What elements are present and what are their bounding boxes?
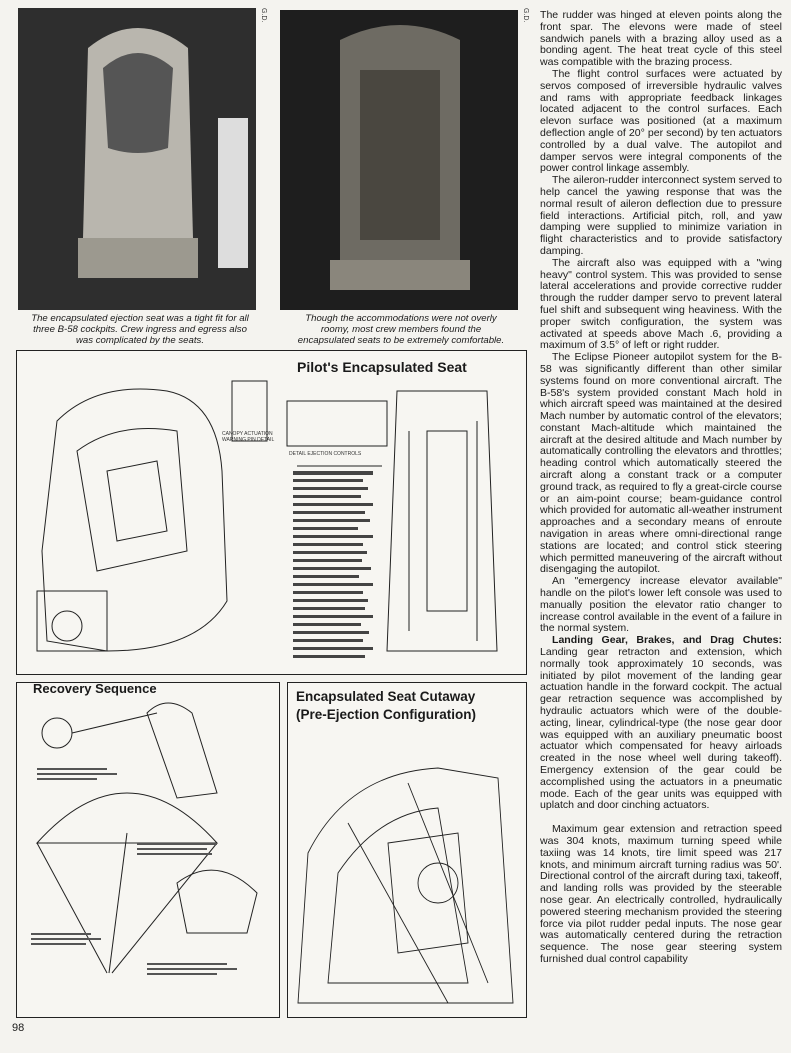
caption-right-photo: Though the accommodations were not overly roomy, most crew members found the encapsulated seats to be extremely comfortable.: [297, 313, 505, 346]
warning-pin-label: CANOPY ACTUATION WARNING PIN DETAIL: [222, 431, 275, 443]
article-column: [540, 10, 782, 966]
caption-left-photo: The encapsulated ejection seat was a tight fit for all three B-58 cockpits. Crew ingress and egress also was complicated by the seats.: [31, 313, 249, 346]
article-paragraph-6: An "emergency increase elevator available" handle on the pilot's lower left console was used to manually position the elevator ratio changer to increase control available in the event of a failure in the normal system.: [540, 575, 782, 635]
photo-credit-left: G.D.: [260, 8, 267, 23]
seat-exterior-illustration: [18, 8, 256, 310]
cutaway-title-line1: Encapsulated Seat Cutaway: [296, 689, 476, 704]
article-paragraph-5: The Eclipse Pioneer autopilot system for the B-58 was significantly different than other similar systems found on more conventional aircraft. The B-58's system provided constant Mach hold in which aircraft speed was maintained at the desired Mach number by automatic control of the elevators; constant Mach-altitude which maintained the aircraft at the desired altitude and Mach number by automatically controlling the elevators and throttles; heading control which automatically steered the aircraft along a constant track or a computer ground track, as required to fly a great-circle course or an aim-point course; beam-guidance control which provided for automatic all-weather instrument approaches and a secondary means of enroute navigation in areas where omni-directional range stations are located; and control stick steering which permitted maneuvering of the aircraft without disengaging the autopilot.: [540, 351, 782, 576]
article-paragraph-7: [540, 635, 782, 812]
pilot-seat-drawing: [17, 351, 526, 674]
photo-seat-exterior: [18, 8, 256, 310]
article-paragraph-4: The aircraft also was equipped with a "wing heavy" control system. This was provided to sense lateral accelerations and provide corrective rudder through the rudder damper servo to prevent lateral fuel shift and subsequent wing heaviness. With the proper switch configuration, the system was activated at speeds above Mach .6, providing a maximum of 3.5° of left or right rudder.: [540, 256, 782, 352]
seat-interior-illustration: [280, 10, 518, 310]
cutaway-box: [287, 682, 527, 1018]
article-paragraph-1: The rudder was hinged at eleven points along the front spar. The elevons were made of steel sandwich panels with a brazing alloy used as a bonding agent. The heat treat cycle of this steel was compatible with the brazing process.: [540, 9, 782, 69]
recovery-sequence-drawing: [17, 683, 279, 1017]
article-paragraph-7-body: Landing gear retracton and extension, which normally took approximately 10 seconds, was initiated by pilot movement of the landing gear actuation handle in the forward cockpit. The actual gear retraction sequence was accomplished by hydraulic actuators which were of the double-acting, linear, cylindrical-type (the nose gear door was equipped with an auxiliary pneumatic boost actuator which compensated for heavy airloads created in the nose wheel well during takeoff). Emergency extension of the gear could be accomplished using the actuators in a pneumatic mode. Each of the gear units was equipped with uplatch and door cinching actuators.: [540, 646, 782, 812]
article-paragraph-3: The aileron-rudder interconnect system served to help cancel the yawing response that was the normal result of aileron deflection due to pressure field interactions. Artificial pitch, roll, and yaw damping were supplied to minimize variation in flight characteristics and to provide satisfactory damping.: [540, 174, 782, 257]
article-paragraph-8: Maximum gear extension and retraction speed was 304 knots, maximum turning speed while taxiing was 14 knots, tire limit speed was 217 knots, and minimum aircraft turning radius was 50'. Directional control of the aircraft during taxi, takeoff, and landing rolls was provided by the steerable nose gear. An electrically controlled, hydraulically powered steering mechanism provided the steering force via pilot rudder pedal inputs. The nose gear was automatically centered during the retraction sequence. The nose gear steering system furnished dual control capability: [540, 823, 782, 965]
ejection-controls-label: DETAIL EJECTION CONTROLS: [289, 451, 362, 457]
photo-seat-interior: [280, 10, 518, 310]
cutaway-title-line2: (Pre-Ejection Configuration): [296, 707, 476, 722]
pilot-seat-title: Pilot's Encapsulated Seat: [297, 359, 467, 375]
article-paragraph-2: The flight control surfaces were actuated by servos composed of irreversible hydraulic valves and rams with appropriate feedback linkages located adjacent to the control surfaces. Each elevon surface was positioned (at a maximum deflection angle of 20° per second) by ten actuators controlled by a dual valve. The autopilot and damper servos were integral components of the power control linkage assembly.: [540, 67, 782, 175]
section-heading-landing-gear: Landing Gear, Brakes, and Drag Chutes:: [552, 634, 782, 647]
photo-credit-right: G.D.: [522, 8, 529, 23]
cutaway-drawing: [288, 683, 526, 1017]
page-number: 98: [12, 1022, 25, 1034]
recovery-sequence-title: Recovery Sequence: [33, 682, 157, 696]
recovery-sequence-box: [16, 682, 280, 1018]
pilot-seat-diagram-box: [16, 350, 527, 675]
